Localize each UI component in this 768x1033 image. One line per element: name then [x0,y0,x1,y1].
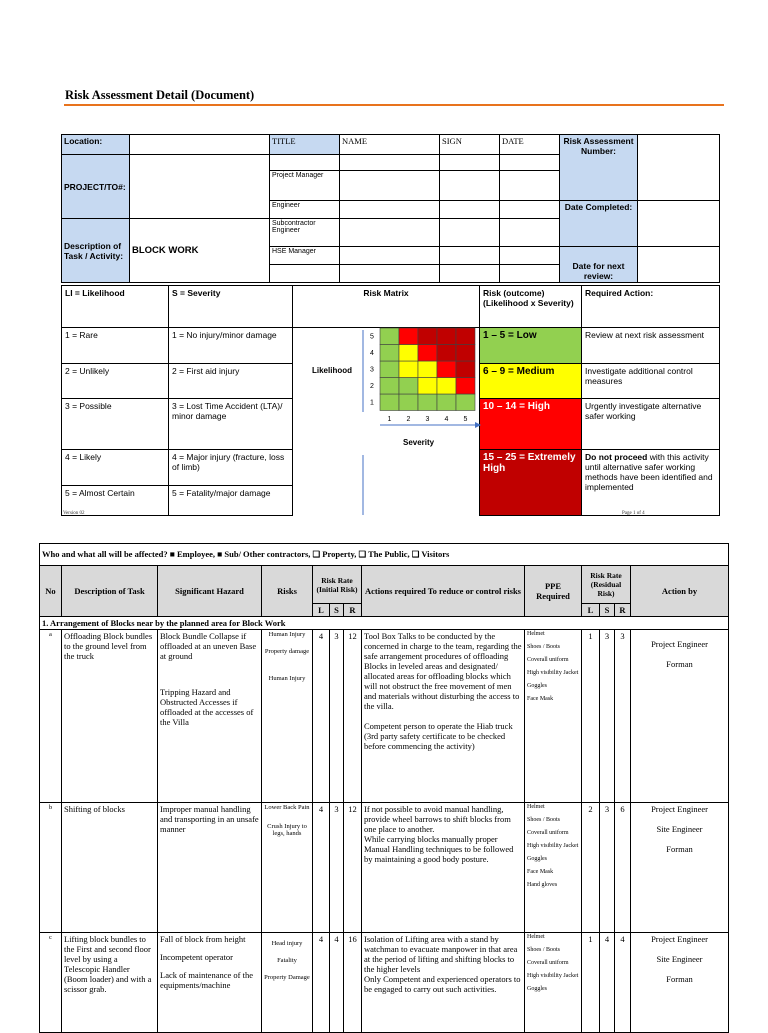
ppe-cell [525,933,582,1033]
sub-sign-cell[interactable] [440,219,500,247]
risk-matrix-header: Risk Matrix [293,286,480,328]
initial-r: 12 [344,803,362,933]
action-by-name: Site Engineer [656,824,703,834]
hse-sign-cell[interactable] [440,247,500,265]
action-extreme [582,450,720,516]
rating-medium: 6 – 9 = Medium [480,364,582,399]
project-value[interactable] [130,155,270,219]
col-hazard: Significant Hazard [158,566,262,617]
col-residual-s: S [600,604,615,617]
risk-text: Human Injury [268,675,306,682]
date-completed-value[interactable] [638,201,720,247]
ppe-item: High visibility Jacket [527,843,579,849]
matrix-cell [437,361,456,378]
ppe-item: Goggles [527,683,547,689]
action-extreme-bold: Do not proceed [585,452,648,462]
blank-name-2[interactable] [340,265,440,283]
pm-sign-cell[interactable] [440,171,500,201]
sub-date-cell[interactable] [500,219,560,247]
matrix-cell [456,394,475,411]
ppe-item: Shoes / Boots [527,947,561,953]
location-value[interactable] [130,135,270,155]
risk-text: Property damage [264,648,310,655]
col-initial-r: R [344,604,362,617]
table-row [40,630,729,803]
action-text: Tool Box Talks to be conducted by the concerned in charge to the team, regarding the safe arrangement procedures of offloading Blocks in leveled areas and designated/ allocated areas for offloading blocks which will not obstruct the free movement of men and materials without disturbing the access to the villa. [364,631,522,711]
matrix-cell [418,361,437,378]
x-axis-arrowhead [475,422,481,428]
y-tick-label: 2 [370,382,374,390]
matrix-cell [418,328,437,345]
ppe-item: Helmet [527,631,545,637]
matrix-cell [456,328,475,345]
severity-5: 5 = Fatality/major damage [169,486,293,516]
action-text: While carrying blocks manually proper Manual Handling techniques to be followed by maintaining a good body posture. [364,834,514,864]
severity-1: 1 = No injury/minor damage [169,328,293,364]
residual-s: 3 [600,630,615,803]
role-subcontractor: Subcontractor Engineer [270,219,340,247]
date-cell[interactable] [500,155,560,171]
residual-s: 4 [600,933,615,1033]
eng-name-cell[interactable] [340,201,440,219]
matrix-cell [399,361,418,378]
hazard-text: Tripping Hazard and Obstructed Accesses if offloaded at the accesses of the Villa [160,687,254,727]
likelihood-axis-label: Likelihood [312,366,352,375]
actions-cell [362,933,525,1033]
severity-3: 3 = Lost Time Accident (LTA)/ minor damage [169,399,293,450]
risk-outcome-header: Risk (outcome) (Likelihood x Severity) [480,286,582,328]
title-divider [64,104,724,106]
matrix-cell [399,345,418,362]
ppe-item: Shoes / Boots [527,817,561,823]
description-label: Description of Task / Activity: [62,219,130,283]
sign-header: SIGN [440,135,500,155]
matrix-cell [399,328,418,345]
hazard-text: Incompetent operator [160,952,233,962]
project-label: PROJECT/TO#: [62,155,130,219]
risk-text: Lower Back Pain [264,804,310,811]
action-text: Competent person to operate the Hiab truck (3rd party safety certificate to be checked before commencing the activity) [364,721,513,751]
action-medium: Investigate additional control measures [582,364,720,399]
action-low: Review at next risk assessment [582,328,720,364]
eng-sign-cell[interactable] [440,201,500,219]
matrix-cell [437,378,456,395]
matrix-cell [399,394,418,411]
action-by-name: Forman [666,974,693,984]
matrix-cell [418,378,437,395]
role-hse-manager: HSE Manager [270,247,340,265]
version-footer: Version 02 [63,511,85,516]
table-row [40,933,729,1033]
severity-header: S = Severity [169,286,293,328]
date-next-label: Date for next review: [560,247,638,283]
col-risks: Risks [262,566,313,617]
action-by-cell [631,630,729,803]
section-title: 1. Arrangement of Blocks near by the planned area for Block Work [40,617,729,630]
ppe-item: Goggles [527,986,547,992]
action-by-name: Site Engineer [656,954,703,964]
ppe-item: Coverall uniform [527,960,569,966]
hazard-text: Block Bundle Collapse if offloaded at an uneven Base at ground [160,631,257,661]
matrix-cell [380,394,399,411]
risk-text: Crush Injury to legs, hands [267,823,307,837]
ppe-item: Coverall uniform [527,657,569,663]
x-tick-label: 1 [387,416,392,423]
initial-s: 3 [330,803,344,933]
ppe-item: High visibility Jacket [527,670,579,676]
action-high: Urgently investigate alternative safer working [582,399,720,450]
hazard-cell [158,630,262,803]
likelihood-2: 2 = Unlikely [62,364,169,399]
blank-role-cell-2 [270,265,340,283]
pm-name-cell[interactable] [340,171,440,201]
blank-sign-2[interactable] [440,265,500,283]
col-description: Description of Task [62,566,158,617]
risk-text: Property Damage [264,974,310,981]
blank-date-2[interactable] [500,265,560,283]
role-project-manager: Project Manager [270,171,340,201]
risk-text: Fatality [277,957,297,964]
x-tick-label: 3 [425,416,430,423]
risks-cell [262,803,313,933]
matrix-cell [456,361,475,378]
initial-s: 4 [330,933,344,1033]
risk-text: Human Injury [268,631,306,638]
col-ppe: PPE Required [525,566,582,617]
matrix-cell [380,345,399,362]
x-tick-label: 2 [406,416,411,423]
action-by-name: Project Engineer [651,934,708,944]
blank-role-cell [270,155,340,171]
ppe-item: Face Mask [527,696,554,702]
hse-date-cell[interactable] [500,247,560,265]
y-tick-label: 1 [370,399,374,407]
actions-cell [362,803,525,933]
y-tick-label: 3 [370,366,374,374]
initial-r: 16 [344,933,362,1033]
risks-cell [262,630,313,803]
x-tick-label: 4 [444,416,449,423]
y-tick-label: 4 [370,349,374,357]
col-initial-risk: Risk Rate (Initial Risk) [313,566,362,604]
affected-parties: Who and what all will be affected? ■ Employee, ■ Sub/ Other contractors, ❑ Property, ❑ The Public, ❑ Visitors [40,544,729,566]
project-info-table [61,134,720,283]
ppe-cell [525,803,582,933]
initial-l: 4 [313,630,330,803]
matrix-cell [437,328,456,345]
document-title: Risk Assessment Detail (Document) [65,88,255,102]
residual-s: 3 [600,803,615,933]
col-initial-l: L [313,604,330,617]
row-number: c [40,933,62,1033]
action-by-cell [631,803,729,933]
hse-name-cell[interactable] [340,247,440,265]
action-extreme-rest: with this activity until alternative safer working methods have been identified and implemented [585,452,713,492]
ppe-item: Shoes / Boots [527,644,561,650]
action-text: If not possible to avoid manual handling, provide wheel barrows to shift blocks from one place to another. [364,804,511,834]
action-by-name: Project Engineer [651,639,708,649]
matrix-cell [380,361,399,378]
risks-cell [262,933,313,1033]
role-engineer: Engineer [270,201,340,219]
likelihood-header: LI = Likelihood [62,286,169,328]
date-completed-label: Date Completed: [560,201,638,247]
col-action-by: Action by [631,566,729,617]
matrix-cell [380,378,399,395]
task-description: Offloading Block bundles to the ground level from the truck [62,630,158,803]
action-by-name: Project Engineer [651,804,708,814]
actions-cell [362,630,525,803]
likelihood-1: 1 = Rare [62,328,169,364]
residual-r: 6 [615,803,631,933]
residual-l: 2 [582,803,600,933]
sub-name-cell[interactable] [340,219,440,247]
likelihood-4: 4 = Likely [62,450,169,486]
matrix-cell [437,345,456,362]
x-tick-label: 5 [463,416,468,423]
residual-r: 4 [615,933,631,1033]
likelihood-5: 5 = Almost Certain [62,486,169,516]
initial-s: 3 [330,630,344,803]
severity-4: 4 = Major injury (fracture, loss of limb) [169,450,293,486]
task-description: Shifting of blocks [62,803,158,933]
col-actions: Actions required To reduce or control risks [362,566,525,617]
matrix-cell [456,345,475,362]
initial-r: 12 [344,630,362,803]
risk-text: Head injury [271,940,303,947]
col-no: No [40,566,62,617]
ppe-item: Goggles [527,856,547,862]
ppe-item: Coverall uniform [527,830,569,836]
hazard-text: Improper manual handling and transporting in an unsafe manner [158,803,262,933]
ppe-item: Hand gloves [527,882,558,888]
eng-date-cell[interactable] [500,201,560,219]
risk-matrix-graphic [300,325,485,515]
hazard-text: Fall of block from height [160,934,246,944]
location-label: Location: [62,135,130,155]
action-by-name: Forman [666,659,693,669]
matrix-cell [418,394,437,411]
action-by-cell [631,933,729,1033]
row-number: a [40,630,62,803]
title-header: TITLE [270,135,340,155]
description-value: BLOCK WORK [130,219,270,283]
col-residual-risk: Risk Rate (Residual Risk) [582,566,631,604]
ra-number-value[interactable] [638,135,720,201]
matrix-cell [437,394,456,411]
page-footer: Page 1 of 4 [622,511,645,516]
matrix-cell [418,345,437,362]
task-description: Lifting block bundles to the First and second floor level by using a Telescopic Handler (Boom loader) and with a scissor grab. [62,933,158,1033]
residual-l: 1 [582,630,600,803]
matrix-cell [399,378,418,395]
likelihood-3: 3 = Possible [62,399,169,450]
rating-high: 10 – 14 = High [480,399,582,450]
sign-cell[interactable] [440,155,500,171]
matrix-cell [456,378,475,395]
initial-l: 4 [313,803,330,933]
name-cell[interactable] [340,155,440,171]
date-next-value[interactable] [638,247,720,283]
hazard-text: Lack of maintenance of the equipments/machine [160,970,253,990]
col-initial-s: S [330,604,344,617]
row-number: b [40,803,62,933]
ppe-item: High visibility Jacket [527,973,579,979]
ppe-item: Face Mask [527,869,554,875]
hazard-table [39,543,729,1033]
severity-2: 2 = First aid injury [169,364,293,399]
residual-r: 3 [615,630,631,803]
residual-l: 1 [582,933,600,1033]
date-header: DATE [500,135,560,155]
rating-low: 1 – 5 = Low [480,328,582,364]
pm-date-cell[interactable] [500,171,560,201]
col-residual-l: L [582,604,600,617]
rating-extreme: 15 – 25 = Extremely High [480,450,582,516]
action-text: Only Competent and experienced operators to be engaged to carry out such activities. [364,974,521,994]
initial-l: 4 [313,933,330,1033]
ra-number-label: Risk Assessment Number: [560,135,638,201]
col-residual-r: R [615,604,631,617]
ppe-item: Helmet [527,804,545,810]
action-by-name: Forman [666,844,693,854]
action-text: Isolation of Lifting area with a stand by watchman to evacuate manpower in that area at the period of lifting and shifting blocks to the higher levels [364,934,518,974]
ppe-item: Helmet [527,934,545,940]
name-header: NAME [340,135,440,155]
required-action-header: Required Action: [582,286,720,328]
matrix-cell [380,328,399,345]
y-tick-label: 5 [370,333,374,341]
ppe-cell [525,630,582,803]
table-row [40,803,729,933]
severity-axis-label: Severity [403,438,435,447]
hazard-cell [158,933,262,1033]
